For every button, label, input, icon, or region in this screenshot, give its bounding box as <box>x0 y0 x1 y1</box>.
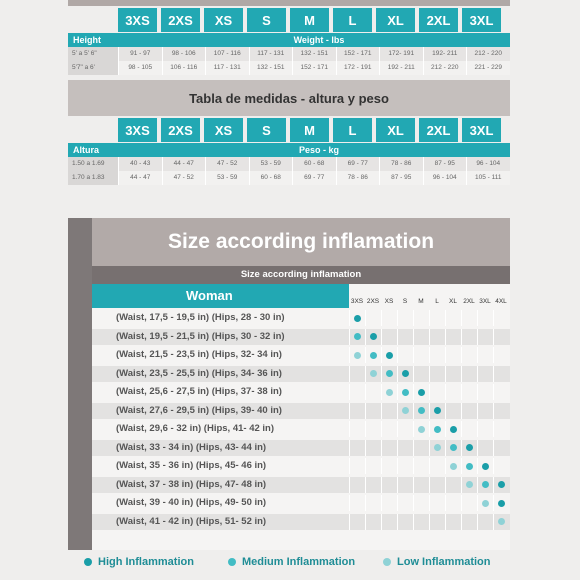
dot-cell <box>381 310 397 326</box>
legend-low-label: Low Inflammation <box>397 556 491 568</box>
size-label: M <box>290 118 329 142</box>
dot-cells <box>349 495 510 511</box>
table-cell: 96 - 104 <box>466 157 510 171</box>
table-cell: 117 - 131 <box>205 61 249 75</box>
dot-cells <box>349 310 510 326</box>
list-item <box>92 403 510 419</box>
dot-cell <box>445 495 461 511</box>
dot-cell <box>365 329 381 345</box>
dot-cell <box>493 347 509 363</box>
dot-cell <box>461 329 477 345</box>
weight-kg-table <box>68 143 510 185</box>
dot-cell <box>397 329 413 345</box>
dot-cell <box>349 384 365 400</box>
table-cell: 96 - 104 <box>423 171 467 185</box>
list-item <box>92 440 510 456</box>
table-row <box>68 171 510 185</box>
high-dot-icon <box>498 500 505 507</box>
peso-unit-label: Peso - kg <box>298 145 339 155</box>
table-cell: 98 - 106 <box>162 47 206 61</box>
dot-cell <box>445 347 461 363</box>
low-dot-icon <box>498 518 505 525</box>
medium-dot-icon <box>228 558 236 566</box>
dot-cell <box>429 384 445 400</box>
dot-cell <box>413 403 429 419</box>
dot-cell <box>381 366 397 382</box>
dot-cell <box>349 403 365 419</box>
table-cell: 87 - 95 <box>379 171 423 185</box>
inflammation-title-bar <box>92 218 510 266</box>
size-label: XS <box>204 8 243 32</box>
dot-cell <box>349 366 365 382</box>
weight-lbs-header <box>68 33 510 47</box>
dot-cell <box>397 366 413 382</box>
list-item <box>92 514 510 530</box>
measurement-label: (Waist, 17,5 - 19,5 in) (Hips, 28 - 30 in) <box>116 312 285 323</box>
size-label: 2XS <box>161 118 200 142</box>
dot-cell <box>461 384 477 400</box>
dot-cell <box>445 366 461 382</box>
dot-cell <box>413 329 429 345</box>
dot-cell <box>445 514 461 530</box>
measurement-label: (Waist, 29,6 - 32 in) (Hips, 41- 42 in) <box>116 423 275 434</box>
medium-dot-icon <box>450 444 457 451</box>
row-height-label: 1.50 a 1.69 <box>68 157 118 171</box>
dot-cell <box>397 458 413 474</box>
medium-dot-icon <box>434 426 441 433</box>
list-item <box>92 384 510 400</box>
dot-cell <box>493 514 509 530</box>
medium-dot-icon <box>386 370 393 377</box>
dot-cell <box>365 347 381 363</box>
low-dot-icon <box>482 500 489 507</box>
list-item <box>92 458 510 474</box>
dot-cell <box>461 440 477 456</box>
dot-cell <box>477 366 493 382</box>
table-cell: 40 - 43 <box>118 157 162 171</box>
dot-cells <box>349 384 510 400</box>
low-dot-icon <box>402 407 409 414</box>
dot-cell <box>365 440 381 456</box>
table-cell: 98 - 105 <box>118 61 162 75</box>
inflammation-table <box>92 284 510 550</box>
dot-cell <box>477 329 493 345</box>
dot-cell <box>493 329 509 345</box>
size-label: M <box>290 8 329 32</box>
dot-cell <box>397 310 413 326</box>
low-dot-icon <box>466 481 473 488</box>
table-cell: 69 - 77 <box>292 171 336 185</box>
low-dot-icon <box>354 352 361 359</box>
table-cell: 117 - 131 <box>249 47 293 61</box>
dot-cell <box>429 403 445 419</box>
dot-cell <box>381 458 397 474</box>
size-column-headers <box>349 284 510 308</box>
low-dot-icon <box>434 444 441 451</box>
dot-cell <box>397 421 413 437</box>
measurement-label: (Waist, 35 - 36 in) (Hips, 45- 46 in) <box>116 460 267 471</box>
dot-cell <box>365 384 381 400</box>
medium-dot-icon <box>466 463 473 470</box>
dot-cell <box>429 495 445 511</box>
dot-cell <box>493 384 509 400</box>
dot-cell <box>381 384 397 400</box>
dot-cell <box>365 495 381 511</box>
high-dot-icon <box>466 444 473 451</box>
spanish-size-title: Tabla de medidas - altura y peso <box>68 80 510 116</box>
dot-cell <box>429 329 445 345</box>
dot-cell <box>477 440 493 456</box>
dot-cell <box>381 421 397 437</box>
table-cell: 192 - 211 <box>379 61 423 75</box>
dot-cell <box>477 421 493 437</box>
dot-cell <box>381 440 397 456</box>
size-header-row-lbs <box>118 8 501 32</box>
dot-cell <box>349 477 365 493</box>
list-item <box>92 347 510 363</box>
legend-high <box>84 556 194 568</box>
column-header: 4XL <box>495 298 507 305</box>
weight-lbs-table <box>68 33 510 75</box>
measurement-label: (Waist, 41 - 42 in) (Hips, 51- 52 in) <box>116 515 267 527</box>
dot-cell <box>429 440 445 456</box>
dot-cell <box>493 403 509 419</box>
high-dot-icon <box>498 481 505 488</box>
woman-header: Woman <box>92 284 349 308</box>
table-cell: 105 - 111 <box>466 171 510 185</box>
dot-cell <box>413 310 429 326</box>
size-label: 3XL <box>462 118 501 142</box>
dot-cell <box>413 495 429 511</box>
table-cell: 44 - 47 <box>118 171 162 185</box>
size-label: S <box>247 118 286 142</box>
dot-cells <box>349 514 510 530</box>
table-cell: 172- 191 <box>379 47 423 61</box>
low-dot-icon <box>386 389 393 396</box>
dot-cell <box>429 310 445 326</box>
dot-cell <box>397 514 413 530</box>
list-item <box>92 310 510 326</box>
medium-dot-icon <box>418 407 425 414</box>
size-label: 2XL <box>419 118 458 142</box>
dot-cell <box>365 366 381 382</box>
dot-cell <box>349 514 365 530</box>
inflammation-subtitle: Size according inflamation <box>92 266 510 284</box>
dot-cell <box>413 366 429 382</box>
weight-unit-label: Weight - lbs <box>293 35 345 45</box>
dot-cell <box>493 495 509 511</box>
table-cell: 53 - 59 <box>205 171 249 185</box>
high-dot-icon <box>370 333 377 340</box>
column-header: 3XS <box>350 298 364 305</box>
size-label: 3XS <box>118 118 157 142</box>
size-label: L <box>333 118 372 142</box>
size-label: 2XS <box>161 8 200 32</box>
column-header: XS <box>384 298 394 305</box>
low-dot-icon <box>418 426 425 433</box>
dot-cell <box>397 384 413 400</box>
dot-cell <box>429 477 445 493</box>
column-header: L <box>435 298 439 305</box>
list-item <box>92 477 510 493</box>
table-cell: 172 - 191 <box>336 61 380 75</box>
dot-cell <box>413 458 429 474</box>
dot-cell <box>381 403 397 419</box>
dot-cell <box>445 329 461 345</box>
table-cell: 47 - 52 <box>205 157 249 171</box>
dot-cell <box>365 421 381 437</box>
size-label: XS <box>204 118 243 142</box>
high-dot-icon <box>354 315 361 322</box>
table-cell: 60 - 68 <box>292 157 336 171</box>
dot-cell <box>461 366 477 382</box>
dot-cell <box>445 310 461 326</box>
dot-cell <box>349 329 365 345</box>
dot-cell <box>477 514 493 530</box>
high-dot-icon <box>482 463 489 470</box>
dot-cell <box>461 514 477 530</box>
dot-cell <box>461 458 477 474</box>
size-label: XL <box>376 8 415 32</box>
table-cell: 91 - 97 <box>118 47 162 61</box>
measurement-label: (Waist, 25,6 - 27,5 in) (Hips, 37- 38 in) <box>116 386 282 397</box>
dot-cell <box>397 477 413 493</box>
table-cell: 132 - 151 <box>292 47 336 61</box>
dot-cell <box>381 495 397 511</box>
dot-cell <box>381 514 397 530</box>
dot-cell <box>397 440 413 456</box>
dot-cell <box>429 347 445 363</box>
list-item <box>92 495 510 511</box>
dot-cell <box>413 347 429 363</box>
measurement-label: (Waist, 39 - 40 in) (Hips, 49- 50 in) <box>116 497 267 508</box>
column-header: M <box>418 298 424 305</box>
dot-cell <box>397 495 413 511</box>
dot-cell <box>381 477 397 493</box>
dot-cells <box>349 403 510 419</box>
medium-dot-icon <box>482 481 489 488</box>
list-item <box>92 366 510 382</box>
measurement-label: (Waist, 27,6 - 29,5 in) (Hips, 39- 40 in) <box>116 404 282 416</box>
dot-cells <box>349 329 510 345</box>
dot-cell <box>365 458 381 474</box>
dot-cell <box>461 421 477 437</box>
size-label: S <box>247 8 286 32</box>
column-header: S <box>402 298 408 305</box>
dot-cells <box>349 477 510 493</box>
dot-cell <box>493 310 509 326</box>
column-header: XL <box>449 298 457 305</box>
legend <box>0 556 580 572</box>
dot-cell <box>349 495 365 511</box>
dot-cell <box>381 329 397 345</box>
inflammation-title: Size according inflamation <box>167 230 435 253</box>
low-dot-icon <box>450 463 457 470</box>
table-cell: 44 - 47 <box>162 157 206 171</box>
dot-cell <box>349 310 365 326</box>
dot-cell <box>445 440 461 456</box>
dot-cell <box>413 440 429 456</box>
size-header-row-kg <box>118 118 501 142</box>
high-dot-icon <box>434 407 441 414</box>
dot-cells <box>349 458 510 474</box>
high-dot-icon <box>402 370 409 377</box>
table-cell: 212 - 220 <box>423 61 467 75</box>
size-label: XL <box>376 118 415 142</box>
dot-cells <box>349 347 510 363</box>
dot-cell <box>365 477 381 493</box>
dot-cells <box>349 421 510 437</box>
table-cell: 212 - 220 <box>466 47 510 61</box>
dot-cell <box>349 458 365 474</box>
height-label: Height <box>73 35 101 45</box>
dot-cell <box>493 477 509 493</box>
high-dot-icon <box>84 558 92 566</box>
dot-cell <box>477 384 493 400</box>
legend-medium <box>228 556 355 568</box>
dot-cell <box>461 403 477 419</box>
table-cell: 78 - 86 <box>336 171 380 185</box>
dot-cell <box>477 403 493 419</box>
medium-dot-icon <box>354 333 361 340</box>
dot-cell <box>493 458 509 474</box>
dot-cell <box>429 366 445 382</box>
dot-cell <box>429 458 445 474</box>
column-header: 3XL <box>479 298 491 305</box>
dot-cell <box>349 440 365 456</box>
measurement-label: (Waist, 21,5 - 23,5 in) (Hips, 32- 34 in) <box>116 349 282 360</box>
table-row <box>68 61 510 75</box>
table-cell: 107 - 116 <box>205 47 249 61</box>
dot-cell <box>493 366 509 382</box>
altura-label: Altura <box>73 145 100 155</box>
dot-cell <box>365 403 381 419</box>
dot-cells <box>349 440 510 456</box>
dot-cell <box>445 421 461 437</box>
dot-cell <box>381 347 397 363</box>
row-height-label: 5' a 5' 6" <box>68 47 118 61</box>
measurement-label: (Waist, 37 - 38 in) (Hips, 47- 48 in) <box>116 478 267 490</box>
low-dot-icon <box>383 558 391 566</box>
low-dot-icon <box>370 370 377 377</box>
legend-high-label: High Inflammation <box>98 556 194 568</box>
dot-cell <box>445 477 461 493</box>
dot-cell <box>365 514 381 530</box>
dot-cell <box>477 347 493 363</box>
size-label: 3XL <box>462 8 501 32</box>
top-bar <box>68 0 510 6</box>
size-label: L <box>333 8 372 32</box>
measurement-label: (Waist, 19,5 - 21,5 in) (Hips, 30 - 32 in) <box>116 330 285 342</box>
table-cell: 69 - 77 <box>336 157 380 171</box>
table-cell: 221 - 229 <box>466 61 510 75</box>
dot-cell <box>445 458 461 474</box>
dot-cell <box>349 347 365 363</box>
table-cell: 106 - 116 <box>162 61 206 75</box>
dot-cell <box>397 403 413 419</box>
dot-cell <box>493 421 509 437</box>
high-dot-icon <box>450 426 457 433</box>
table-cell: 53 - 59 <box>249 157 293 171</box>
legend-medium-label: Medium Inflammation <box>242 556 356 568</box>
size-label: 2XL <box>419 8 458 32</box>
dot-cell <box>477 477 493 493</box>
dot-cell <box>461 310 477 326</box>
table-cell: 132 - 151 <box>249 61 293 75</box>
dot-cell <box>349 421 365 437</box>
row-height-label: 1.70 a 1.83 <box>68 171 118 185</box>
size-label: 3XS <box>118 8 157 32</box>
dot-cell <box>413 384 429 400</box>
dot-cell <box>413 514 429 530</box>
high-dot-icon <box>418 389 425 396</box>
medium-dot-icon <box>370 352 377 359</box>
dot-cells <box>349 366 510 382</box>
dot-cell <box>445 384 461 400</box>
table-cell: 87 - 95 <box>423 157 467 171</box>
inflammation-section <box>68 218 510 550</box>
list-item <box>92 421 510 437</box>
dot-cell <box>429 421 445 437</box>
dot-cell <box>477 310 493 326</box>
dot-cell <box>445 403 461 419</box>
dot-cell <box>365 310 381 326</box>
list-item <box>92 329 510 345</box>
medium-dot-icon <box>402 389 409 396</box>
weight-kg-header <box>68 143 510 157</box>
row-height-label: 5'7" a 6' <box>68 61 118 75</box>
dot-cell <box>397 347 413 363</box>
dot-cell <box>461 477 477 493</box>
table-cell: 152 - 171 <box>336 47 380 61</box>
table-cell: 60 - 68 <box>249 171 293 185</box>
dot-cell <box>413 421 429 437</box>
high-dot-icon <box>386 352 393 359</box>
table-row <box>68 157 510 171</box>
legend-low <box>383 556 491 568</box>
table-cell: 152 - 171 <box>292 61 336 75</box>
table-cell: 192- 211 <box>423 47 467 61</box>
table-row <box>68 47 510 61</box>
column-header: 2XL <box>463 298 475 305</box>
dot-cell <box>429 514 445 530</box>
dot-cell <box>461 495 477 511</box>
dot-cell <box>493 440 509 456</box>
table-cell: 78 - 86 <box>379 157 423 171</box>
dot-cell <box>477 495 493 511</box>
measurement-label: (Waist, 33 - 34 in) (Hips, 43- 44 in) <box>116 441 267 453</box>
column-header: 2XS <box>366 298 380 305</box>
measurement-label: (Waist, 23,5 - 25,5 in) (Hips, 34- 36 in) <box>116 367 282 379</box>
dot-cell <box>413 477 429 493</box>
table-cell: 47 - 52 <box>162 171 206 185</box>
dot-cell <box>461 347 477 363</box>
dot-cell <box>477 458 493 474</box>
